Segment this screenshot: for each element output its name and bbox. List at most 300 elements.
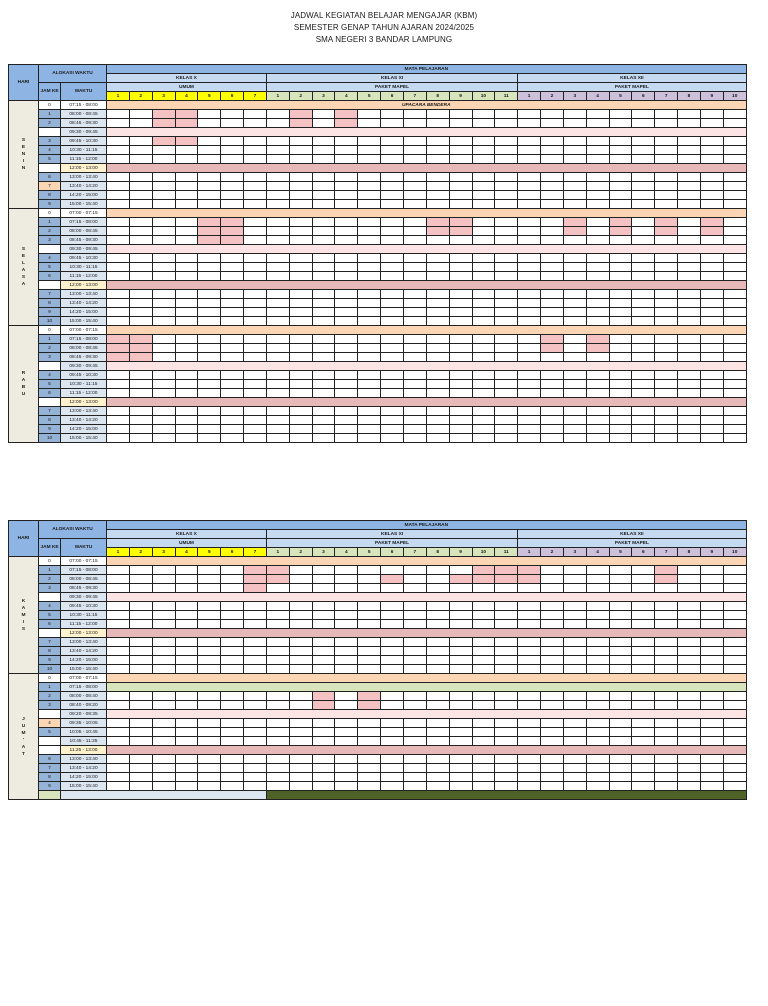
lesson-cell[interactable]: [312, 263, 335, 272]
lesson-cell[interactable]: [221, 236, 244, 245]
lesson-cell[interactable]: [563, 407, 586, 416]
lesson-cell[interactable]: [335, 719, 358, 728]
lesson-cell[interactable]: [495, 182, 518, 191]
lesson-cell[interactable]: [266, 182, 289, 191]
lesson-cell[interactable]: [403, 182, 426, 191]
lesson-cell[interactable]: [700, 566, 723, 575]
lesson-cell[interactable]: [403, 425, 426, 434]
lesson-cell[interactable]: [541, 611, 564, 620]
lesson-cell[interactable]: [381, 218, 404, 227]
lesson-cell[interactable]: [403, 692, 426, 701]
lesson-cell[interactable]: [586, 137, 609, 146]
lesson-cell[interactable]: [678, 308, 701, 317]
lesson-cell[interactable]: [175, 584, 198, 593]
lesson-cell[interactable]: [655, 344, 678, 353]
lesson-cell[interactable]: [723, 200, 746, 209]
lesson-cell[interactable]: [541, 191, 564, 200]
lesson-cell[interactable]: [403, 638, 426, 647]
lesson-cell[interactable]: [563, 656, 586, 665]
lesson-cell[interactable]: [358, 227, 381, 236]
lesson-cell[interactable]: [266, 656, 289, 665]
lesson-cell[interactable]: [244, 656, 267, 665]
lesson-cell[interactable]: [312, 137, 335, 146]
lesson-cell[interactable]: [632, 173, 655, 182]
lesson-cell[interactable]: [129, 647, 152, 656]
lesson-cell[interactable]: [563, 371, 586, 380]
lesson-cell[interactable]: [381, 380, 404, 389]
lesson-cell[interactable]: [175, 263, 198, 272]
lesson-cell[interactable]: [723, 602, 746, 611]
lesson-cell[interactable]: [472, 620, 495, 629]
lesson-cell[interactable]: [289, 692, 312, 701]
lesson-cell[interactable]: [198, 254, 221, 263]
lesson-cell[interactable]: [312, 692, 335, 701]
lesson-cell[interactable]: [107, 434, 130, 443]
lesson-cell[interactable]: [518, 173, 541, 182]
lesson-cell[interactable]: [495, 737, 518, 746]
lesson-cell[interactable]: [632, 773, 655, 782]
lesson-cell[interactable]: [107, 728, 130, 737]
lesson-cell[interactable]: [129, 110, 152, 119]
lesson-cell[interactable]: [723, 317, 746, 326]
lesson-cell[interactable]: [312, 575, 335, 584]
lesson-cell[interactable]: [312, 191, 335, 200]
lesson-cell[interactable]: [723, 728, 746, 737]
lesson-cell[interactable]: [381, 416, 404, 425]
lesson-cell[interactable]: [449, 764, 472, 773]
lesson-cell[interactable]: [152, 344, 175, 353]
lesson-cell[interactable]: [700, 146, 723, 155]
lesson-cell[interactable]: [335, 308, 358, 317]
lesson-cell[interactable]: [403, 272, 426, 281]
lesson-cell[interactable]: [358, 416, 381, 425]
lesson-cell[interactable]: [175, 380, 198, 389]
lesson-cell[interactable]: [335, 701, 358, 710]
lesson-cell[interactable]: [152, 665, 175, 674]
lesson-cell[interactable]: [609, 308, 632, 317]
lesson-cell[interactable]: [221, 218, 244, 227]
lesson-cell[interactable]: [335, 344, 358, 353]
lesson-cell[interactable]: [107, 272, 130, 281]
lesson-cell[interactable]: [449, 416, 472, 425]
lesson-cell[interactable]: [449, 773, 472, 782]
lesson-cell[interactable]: [198, 665, 221, 674]
lesson-cell[interactable]: [107, 146, 130, 155]
lesson-cell[interactable]: [107, 620, 130, 629]
lesson-cell[interactable]: [221, 434, 244, 443]
lesson-cell[interactable]: [678, 728, 701, 737]
lesson-cell[interactable]: [495, 701, 518, 710]
lesson-cell[interactable]: [518, 692, 541, 701]
lesson-cell[interactable]: [609, 173, 632, 182]
lesson-cell[interactable]: [700, 227, 723, 236]
lesson-cell[interactable]: [358, 155, 381, 164]
lesson-cell[interactable]: [335, 647, 358, 656]
lesson-cell[interactable]: [312, 299, 335, 308]
lesson-cell[interactable]: [221, 191, 244, 200]
lesson-cell[interactable]: [358, 434, 381, 443]
lesson-cell[interactable]: [609, 200, 632, 209]
lesson-cell[interactable]: [609, 647, 632, 656]
lesson-cell[interactable]: [198, 200, 221, 209]
lesson-cell[interactable]: [426, 272, 449, 281]
lesson-cell[interactable]: [723, 719, 746, 728]
lesson-cell[interactable]: [358, 737, 381, 746]
lesson-cell[interactable]: [472, 575, 495, 584]
lesson-cell[interactable]: [700, 416, 723, 425]
lesson-cell[interactable]: [403, 620, 426, 629]
lesson-cell[interactable]: [312, 155, 335, 164]
lesson-cell[interactable]: [518, 353, 541, 362]
lesson-cell[interactable]: [381, 155, 404, 164]
lesson-cell[interactable]: [655, 272, 678, 281]
lesson-cell[interactable]: [312, 173, 335, 182]
lesson-cell[interactable]: [312, 434, 335, 443]
lesson-cell[interactable]: [289, 299, 312, 308]
lesson-cell[interactable]: [586, 425, 609, 434]
lesson-cell[interactable]: [472, 737, 495, 746]
lesson-cell[interactable]: [175, 728, 198, 737]
lesson-cell[interactable]: [541, 728, 564, 737]
lesson-cell[interactable]: [426, 335, 449, 344]
lesson-cell[interactable]: [244, 737, 267, 746]
lesson-cell[interactable]: [266, 380, 289, 389]
lesson-cell[interactable]: [266, 638, 289, 647]
lesson-cell[interactable]: [518, 371, 541, 380]
lesson-cell[interactable]: [152, 434, 175, 443]
lesson-cell[interactable]: [655, 227, 678, 236]
lesson-cell[interactable]: [586, 227, 609, 236]
lesson-cell[interactable]: [221, 155, 244, 164]
lesson-cell[interactable]: [563, 344, 586, 353]
lesson-cell[interactable]: [449, 701, 472, 710]
lesson-cell[interactable]: [175, 773, 198, 782]
lesson-cell[interactable]: [563, 566, 586, 575]
lesson-cell[interactable]: [381, 254, 404, 263]
lesson-cell[interactable]: [449, 173, 472, 182]
lesson-cell[interactable]: [266, 389, 289, 398]
lesson-cell[interactable]: [221, 416, 244, 425]
lesson-cell[interactable]: [609, 701, 632, 710]
lesson-cell[interactable]: [632, 191, 655, 200]
lesson-cell[interactable]: [221, 389, 244, 398]
lesson-cell[interactable]: [198, 764, 221, 773]
lesson-cell[interactable]: [586, 371, 609, 380]
lesson-cell[interactable]: [312, 407, 335, 416]
lesson-cell[interactable]: [129, 173, 152, 182]
lesson-cell[interactable]: [198, 728, 221, 737]
lesson-cell[interactable]: [266, 416, 289, 425]
lesson-cell[interactable]: [678, 182, 701, 191]
lesson-cell[interactable]: [198, 584, 221, 593]
lesson-cell[interactable]: [426, 782, 449, 791]
lesson-cell[interactable]: [472, 425, 495, 434]
lesson-cell[interactable]: [449, 575, 472, 584]
lesson-cell[interactable]: [541, 701, 564, 710]
lesson-cell[interactable]: [655, 719, 678, 728]
lesson-cell[interactable]: [678, 236, 701, 245]
lesson-cell[interactable]: [518, 407, 541, 416]
lesson-cell[interactable]: [426, 317, 449, 326]
lesson-cell[interactable]: [472, 317, 495, 326]
lesson-cell[interactable]: [152, 263, 175, 272]
lesson-cell[interactable]: [678, 737, 701, 746]
lesson-cell[interactable]: [495, 773, 518, 782]
lesson-cell[interactable]: [152, 425, 175, 434]
lesson-cell[interactable]: [563, 182, 586, 191]
lesson-cell[interactable]: [472, 191, 495, 200]
lesson-cell[interactable]: [563, 611, 586, 620]
lesson-cell[interactable]: [632, 755, 655, 764]
lesson-cell[interactable]: [586, 584, 609, 593]
lesson-cell[interactable]: [563, 728, 586, 737]
lesson-cell[interactable]: [632, 425, 655, 434]
lesson-cell[interactable]: [563, 353, 586, 362]
lesson-cell[interactable]: [632, 272, 655, 281]
lesson-cell[interactable]: [221, 299, 244, 308]
lesson-cell[interactable]: [723, 755, 746, 764]
lesson-cell[interactable]: [700, 173, 723, 182]
lesson-cell[interactable]: [129, 719, 152, 728]
lesson-cell[interactable]: [358, 272, 381, 281]
lesson-cell[interactable]: [700, 611, 723, 620]
lesson-cell[interactable]: [655, 407, 678, 416]
lesson-cell[interactable]: [632, 236, 655, 245]
lesson-cell[interactable]: [129, 566, 152, 575]
lesson-cell[interactable]: [632, 656, 655, 665]
lesson-cell[interactable]: [609, 692, 632, 701]
lesson-cell[interactable]: [289, 611, 312, 620]
lesson-cell[interactable]: [175, 656, 198, 665]
lesson-cell[interactable]: [678, 773, 701, 782]
lesson-cell[interactable]: [221, 425, 244, 434]
lesson-cell[interactable]: [312, 425, 335, 434]
lesson-cell[interactable]: [586, 737, 609, 746]
lesson-cell[interactable]: [472, 602, 495, 611]
lesson-cell[interactable]: [563, 434, 586, 443]
lesson-cell[interactable]: [563, 155, 586, 164]
lesson-cell[interactable]: [700, 638, 723, 647]
lesson-cell[interactable]: [472, 353, 495, 362]
lesson-cell[interactable]: [335, 236, 358, 245]
lesson-cell[interactable]: [289, 389, 312, 398]
lesson-cell[interactable]: [723, 701, 746, 710]
lesson-cell[interactable]: [678, 317, 701, 326]
lesson-cell[interactable]: [358, 110, 381, 119]
lesson-cell[interactable]: [495, 308, 518, 317]
lesson-cell[interactable]: [609, 656, 632, 665]
lesson-cell[interactable]: [198, 434, 221, 443]
lesson-cell[interactable]: [518, 620, 541, 629]
lesson-cell[interactable]: [495, 173, 518, 182]
lesson-cell[interactable]: [518, 155, 541, 164]
lesson-cell[interactable]: [541, 407, 564, 416]
lesson-cell[interactable]: [700, 236, 723, 245]
lesson-cell[interactable]: [266, 173, 289, 182]
lesson-cell[interactable]: [244, 602, 267, 611]
lesson-cell[interactable]: [381, 389, 404, 398]
lesson-cell[interactable]: [541, 155, 564, 164]
lesson-cell[interactable]: [152, 656, 175, 665]
lesson-cell[interactable]: [495, 380, 518, 389]
lesson-cell[interactable]: [449, 584, 472, 593]
lesson-cell[interactable]: [700, 764, 723, 773]
lesson-cell[interactable]: [678, 119, 701, 128]
lesson-cell[interactable]: [312, 254, 335, 263]
lesson-cell[interactable]: [129, 416, 152, 425]
lesson-cell[interactable]: [403, 389, 426, 398]
lesson-cell[interactable]: [609, 638, 632, 647]
lesson-cell[interactable]: [609, 344, 632, 353]
lesson-cell[interactable]: [289, 728, 312, 737]
lesson-cell[interactable]: [449, 236, 472, 245]
lesson-cell[interactable]: [221, 110, 244, 119]
lesson-cell[interactable]: [472, 290, 495, 299]
lesson-cell[interactable]: [403, 335, 426, 344]
lesson-cell[interactable]: [495, 434, 518, 443]
lesson-cell[interactable]: [244, 782, 267, 791]
lesson-cell[interactable]: [472, 335, 495, 344]
lesson-cell[interactable]: [518, 611, 541, 620]
lesson-cell[interactable]: [655, 299, 678, 308]
lesson-cell[interactable]: [449, 434, 472, 443]
lesson-cell[interactable]: [381, 200, 404, 209]
lesson-cell[interactable]: [700, 137, 723, 146]
lesson-cell[interactable]: [107, 407, 130, 416]
lesson-cell[interactable]: [266, 665, 289, 674]
lesson-cell[interactable]: [289, 701, 312, 710]
lesson-cell[interactable]: [129, 146, 152, 155]
lesson-cell[interactable]: [563, 254, 586, 263]
lesson-cell[interactable]: [541, 584, 564, 593]
lesson-cell[interactable]: [266, 344, 289, 353]
lesson-cell[interactable]: [221, 254, 244, 263]
lesson-cell[interactable]: [426, 647, 449, 656]
lesson-cell[interactable]: [152, 335, 175, 344]
lesson-cell[interactable]: [129, 764, 152, 773]
lesson-cell[interactable]: [495, 764, 518, 773]
lesson-cell[interactable]: [175, 290, 198, 299]
lesson-cell[interactable]: [335, 380, 358, 389]
lesson-cell[interactable]: [244, 344, 267, 353]
lesson-cell[interactable]: [723, 182, 746, 191]
lesson-cell[interactable]: [221, 665, 244, 674]
lesson-cell[interactable]: [198, 647, 221, 656]
lesson-cell[interactable]: [244, 191, 267, 200]
lesson-cell[interactable]: [609, 290, 632, 299]
lesson-cell[interactable]: [403, 299, 426, 308]
lesson-cell[interactable]: [266, 728, 289, 737]
lesson-cell[interactable]: [221, 137, 244, 146]
lesson-cell[interactable]: [335, 611, 358, 620]
lesson-cell[interactable]: [700, 434, 723, 443]
lesson-cell[interactable]: [152, 566, 175, 575]
lesson-cell[interactable]: [563, 665, 586, 674]
lesson-cell[interactable]: [426, 755, 449, 764]
lesson-cell[interactable]: [449, 656, 472, 665]
lesson-cell[interactable]: [335, 146, 358, 155]
lesson-cell[interactable]: [266, 137, 289, 146]
lesson-cell[interactable]: [175, 110, 198, 119]
lesson-cell[interactable]: [381, 146, 404, 155]
lesson-cell[interactable]: [129, 119, 152, 128]
lesson-cell[interactable]: [175, 416, 198, 425]
lesson-cell[interactable]: [403, 611, 426, 620]
lesson-cell[interactable]: [198, 173, 221, 182]
lesson-cell[interactable]: [518, 773, 541, 782]
lesson-cell[interactable]: [472, 719, 495, 728]
lesson-cell[interactable]: [244, 353, 267, 362]
lesson-cell[interactable]: [495, 110, 518, 119]
lesson-cell[interactable]: [221, 173, 244, 182]
lesson-cell[interactable]: [289, 656, 312, 665]
lesson-cell[interactable]: [221, 620, 244, 629]
lesson-cell[interactable]: [655, 656, 678, 665]
lesson-cell[interactable]: [198, 371, 221, 380]
lesson-cell[interactable]: [700, 254, 723, 263]
lesson-cell[interactable]: [563, 416, 586, 425]
lesson-cell[interactable]: [175, 407, 198, 416]
lesson-cell[interactable]: [723, 335, 746, 344]
lesson-cell[interactable]: [107, 656, 130, 665]
lesson-cell[interactable]: [107, 119, 130, 128]
lesson-cell[interactable]: [335, 137, 358, 146]
lesson-cell[interactable]: [244, 575, 267, 584]
lesson-cell[interactable]: [632, 254, 655, 263]
lesson-cell[interactable]: [678, 380, 701, 389]
lesson-cell[interactable]: [358, 425, 381, 434]
lesson-cell[interactable]: [723, 290, 746, 299]
lesson-cell[interactable]: [563, 200, 586, 209]
lesson-cell[interactable]: [266, 272, 289, 281]
lesson-cell[interactable]: [678, 611, 701, 620]
lesson-cell[interactable]: [266, 434, 289, 443]
lesson-cell[interactable]: [381, 647, 404, 656]
lesson-cell[interactable]: [518, 416, 541, 425]
lesson-cell[interactable]: [541, 200, 564, 209]
lesson-cell[interactable]: [678, 434, 701, 443]
lesson-cell[interactable]: [335, 755, 358, 764]
lesson-cell[interactable]: [472, 263, 495, 272]
lesson-cell[interactable]: [198, 272, 221, 281]
lesson-cell[interactable]: [426, 290, 449, 299]
lesson-cell[interactable]: [426, 416, 449, 425]
lesson-cell[interactable]: [541, 137, 564, 146]
lesson-cell[interactable]: [381, 407, 404, 416]
lesson-cell[interactable]: [563, 638, 586, 647]
lesson-cell[interactable]: [449, 254, 472, 263]
lesson-cell[interactable]: [266, 692, 289, 701]
lesson-cell[interactable]: [609, 434, 632, 443]
lesson-cell[interactable]: [449, 335, 472, 344]
lesson-cell[interactable]: [723, 263, 746, 272]
lesson-cell[interactable]: [289, 416, 312, 425]
lesson-cell[interactable]: [152, 692, 175, 701]
lesson-cell[interactable]: [586, 416, 609, 425]
lesson-cell[interactable]: [678, 173, 701, 182]
lesson-cell[interactable]: [586, 146, 609, 155]
lesson-cell[interactable]: [335, 764, 358, 773]
lesson-cell[interactable]: [678, 155, 701, 164]
lesson-cell[interactable]: [723, 656, 746, 665]
lesson-cell[interactable]: [518, 263, 541, 272]
lesson-cell[interactable]: [678, 782, 701, 791]
lesson-cell[interactable]: [358, 407, 381, 416]
lesson-cell[interactable]: [244, 227, 267, 236]
lesson-cell[interactable]: [563, 602, 586, 611]
lesson-cell[interactable]: [700, 290, 723, 299]
lesson-cell[interactable]: [221, 353, 244, 362]
